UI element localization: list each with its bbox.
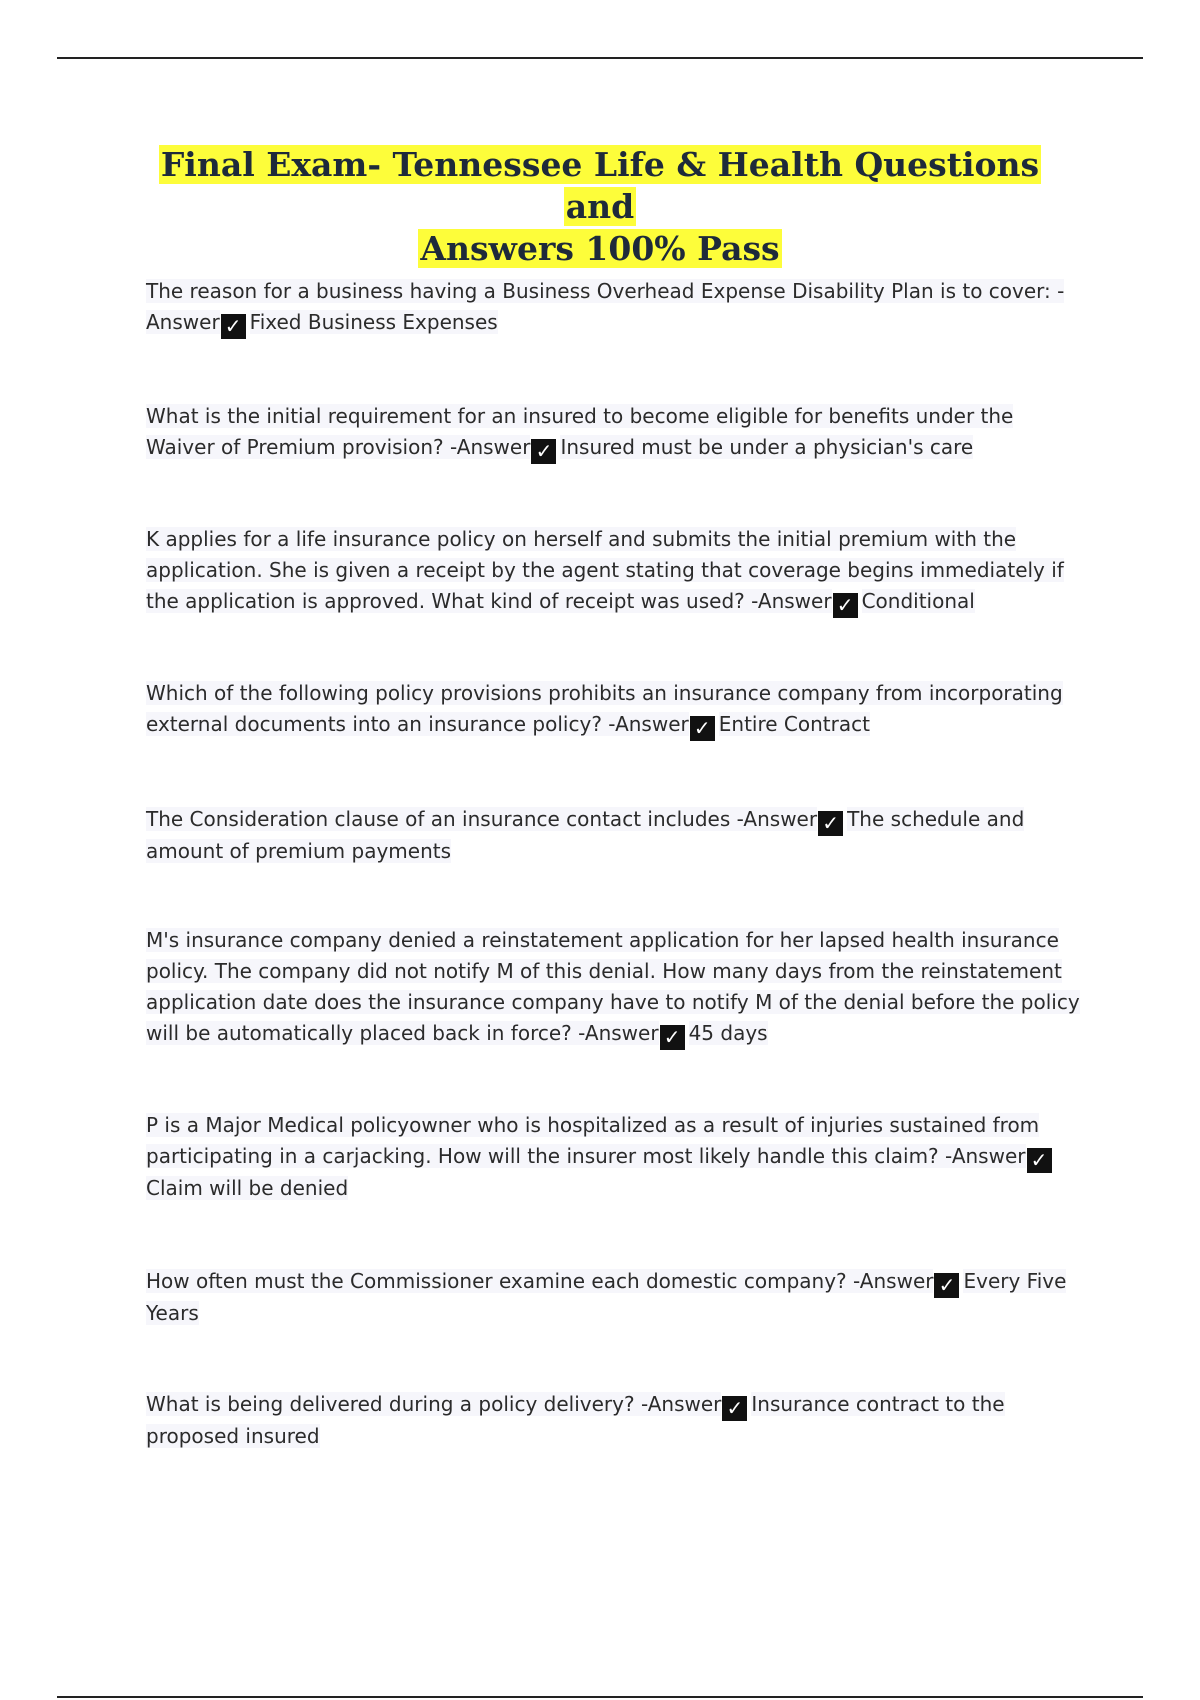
answer-marker: -Answer xyxy=(640,1392,722,1416)
title-line-1: Final Exam- Tennessee Life & Health Questions and xyxy=(160,145,1040,226)
question-text: K applies for a life insurance policy on herself and submits the initial premium with the application. She is given a receipt by the agent stating that coverage begins immediately if the application is approved. What kind of receipt was used? xyxy=(146,527,1064,613)
answer-text: Entire Contract xyxy=(718,712,870,736)
qa-item-6 xyxy=(146,925,1086,1050)
answer-marker: -Answer xyxy=(736,807,818,831)
answer-marker: -Answer xyxy=(945,1144,1026,1168)
answer-text: Claim will be denied xyxy=(146,1176,349,1200)
question-text: What is the initial requirement for an insured to become eligible for benefits under the Waiver of Premium provision? xyxy=(146,404,1014,459)
answer-text: Every Five Years xyxy=(146,1269,1067,1325)
question-text: The reason for a business having a Business Overhead Expense Disability Plan is to cover: xyxy=(146,279,1051,303)
checkmark-icon: ✓ xyxy=(1027,1148,1052,1173)
qa-item-2 xyxy=(146,401,1086,464)
answer-marker: -Answer xyxy=(853,1269,934,1293)
checkmark-icon: ✓ xyxy=(818,811,843,836)
answer-marker: -Answer xyxy=(608,712,689,736)
question-text: Which of the following policy provisions prohibits an insurance company from incorporating external documents into an insurance policy? xyxy=(146,681,1063,736)
checkmark-icon: ✓ xyxy=(531,439,556,464)
qa-item-4 xyxy=(146,678,1086,741)
checkmark-icon: ✓ xyxy=(934,1273,959,1298)
qa-item-8 xyxy=(146,1266,1086,1329)
answer-text: Fixed Business Expenses xyxy=(249,310,498,334)
qa-item-1 xyxy=(146,276,1086,339)
answer-text: Conditional xyxy=(861,589,975,613)
answer-text: Insurance contract to the proposed insured xyxy=(146,1392,1005,1448)
question-text: What is being delivered during a policy delivery? xyxy=(146,1392,635,1416)
answer-text: Insured must be under a physician's care xyxy=(560,435,974,459)
answer-marker: -Answer xyxy=(146,279,1065,334)
question-text: The Consideration clause of an insurance contact includes xyxy=(146,807,731,831)
title-line-2: Answers 100% Pass xyxy=(420,229,780,268)
qa-item-7 xyxy=(146,1110,1086,1204)
qa-item-9 xyxy=(146,1389,1086,1452)
answer-marker: -Answer xyxy=(751,589,832,613)
answer-text: The schedule and amount of premium payments xyxy=(146,807,1025,863)
checkmark-icon: ✓ xyxy=(833,593,858,618)
answer-text: 45 days xyxy=(688,1021,768,1045)
checkmark-icon: ✓ xyxy=(722,1396,747,1421)
answer-marker: -Answer xyxy=(450,435,531,459)
checkmark-icon: ✓ xyxy=(690,716,715,741)
question-text: How often must the Commissioner examine each domestic company? xyxy=(146,1269,847,1293)
question-text: P is a Major Medical policyowner who is hospitalized as a result of injuries sustained from participating in a carjacking. How will the insurer most likely handle this claim? xyxy=(146,1113,1040,1168)
question-text: M's insurance company denied a reinstatement application for her lapsed health insurance policy. The company did not notify M of this denial. How many days from the reinstatement application date does the insurance company have to notify M of the denial before the policy will be automatically placed back in force? xyxy=(146,928,1080,1045)
header-rule xyxy=(57,57,1143,59)
checkmark-icon: ✓ xyxy=(660,1025,685,1050)
qa-item-5 xyxy=(146,804,1086,867)
checkmark-icon: ✓ xyxy=(221,314,246,339)
qa-item-3 xyxy=(146,524,1086,618)
answer-marker: -Answer xyxy=(578,1021,659,1045)
document-title xyxy=(120,144,1080,270)
footer-rule xyxy=(57,1696,1143,1698)
